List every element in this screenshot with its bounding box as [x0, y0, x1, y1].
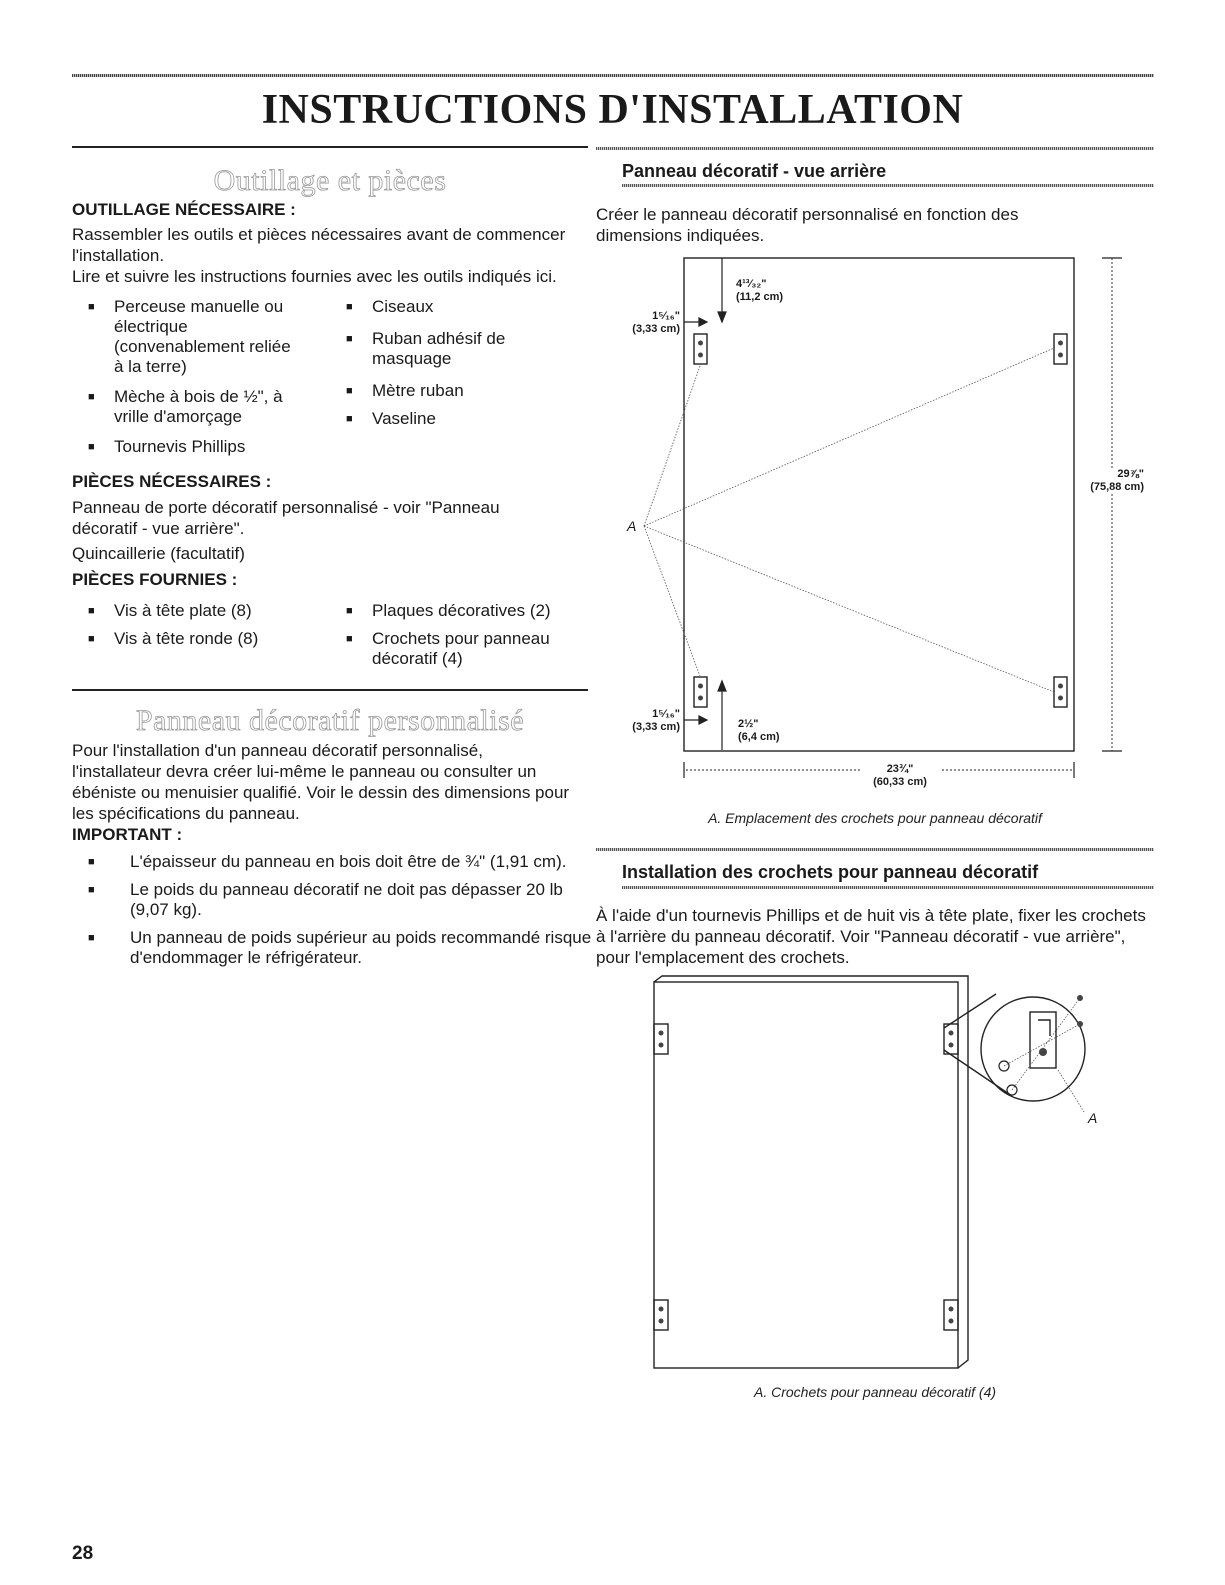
top-hatch-rule — [72, 74, 1154, 77]
dim-value: 1⁵⁄₁₆" — [652, 310, 680, 322]
tools-intro-1: Rassembler les outils et pièces nécessaires avant de commencer l'installation. — [72, 225, 566, 265]
page-title: INSTRUCTIONS D'INSTALLATION — [261, 87, 964, 133]
dim-value: (75,88 cm) — [1090, 481, 1144, 493]
hatch-rule — [622, 886, 1154, 889]
tools-section-heading: Outillage et pièces — [213, 164, 447, 197]
dim-value: 4¹³⁄₃₂" — [736, 278, 767, 290]
bracket-install-drawing — [640, 970, 1110, 1370]
panel-intro-text: Pour l'installation d'un panneau décoratif personnalisé, l'installateur devra créer lui-même le panneau ou consulter un ébéniste ou menuisier qualifié. Voir le dessin des dimensions pour les spécifications du panneau. — [72, 741, 570, 823]
callout-a-label: A — [1088, 1110, 1098, 1126]
dim-value: (6,4 cm) — [738, 731, 780, 743]
parts-supplied-heading: PIÈCES FOURNIES : — [72, 570, 238, 589]
dim-top-offset — [736, 278, 783, 304]
tools-intro-2: Lire et suivre les instructions fournies avec les outils indiqués ici. — [72, 267, 557, 286]
dim-value: 1⁵⁄₁₆" — [652, 708, 680, 720]
dim-value: (3,33 cm) — [632, 323, 680, 335]
rear-view-caption: A. Emplacement des crochets pour panneau décoratif — [708, 810, 1042, 826]
list-item: ■ Mèche à bois de ½", à vrille d'amorçage — [72, 387, 304, 427]
install-caption: A. Crochets pour panneau décoratif (4) — [753, 1384, 997, 1400]
callout-a-label: A — [627, 518, 637, 534]
dim-width — [860, 763, 940, 789]
section-rule — [72, 146, 588, 148]
list-item: ■ Plaques décoratives (2) — [330, 601, 580, 621]
bracket-bottom-left — [654, 1300, 668, 1330]
parts-required-heading: PIÈCES NÉCESSAIRES : — [72, 472, 272, 491]
dim-height — [1078, 468, 1144, 494]
list-item: ■ L'épaisseur du panneau en bois doit être de ¾" (1,91 cm). — [72, 852, 592, 872]
dim-value: (60,33 cm) — [873, 776, 927, 788]
section-rule — [72, 689, 588, 691]
dim-bottom-offset — [738, 718, 780, 744]
list-item: ■ Un panneau de poids supérieur au poids recommandé risque d'endommager le réfrigérateur. — [72, 928, 592, 968]
bracket-top-right — [944, 1024, 958, 1054]
list-item: ■ Mètre ruban — [330, 381, 570, 401]
list-item: ■ Tournevis Phillips — [72, 437, 322, 457]
bracket-bottom-right — [944, 1300, 958, 1330]
hatch-rule — [596, 848, 1154, 851]
bracket-bottom-left — [694, 677, 707, 707]
bracket-top-right — [1054, 334, 1067, 364]
tools-required-heading: OUTILLAGE NÉCESSAIRE : — [72, 200, 296, 219]
dim-side-offset-top — [624, 310, 680, 336]
bracket-top-left — [694, 334, 707, 364]
leader-lines — [644, 348, 1054, 692]
hatch-rule — [596, 147, 1154, 150]
dim-value: 29⅞" — [1117, 468, 1144, 480]
list-item: ■ Vaseline — [330, 409, 570, 429]
list-item: ■ Crochets pour panneau décoratif (4) — [330, 629, 572, 669]
page-number: 28 — [72, 1543, 94, 1564]
install-text: À l'aide d'un tournevis Phillips et de huit vis à tête plate, fixer les crochets à l'arrière du panneau décoratif. Voir "Panneau décoratif - vue arrière", pour l'emplacement des crochets. — [596, 906, 1146, 967]
rear-view-text: Créer le panneau décoratif personnalisé en fonction des dimensions indiquées. — [596, 205, 1019, 245]
list-item: ■ Le poids du panneau décoratif ne doit pas dépasser 20 lb (9,07 kg). — [72, 880, 592, 920]
install-heading: Installation des crochets pour panneau décoratif — [622, 862, 1039, 882]
parts-required-text-1: Panneau de porte décoratif personnalisé - voir "Panneau décoratif - vue arrière". — [72, 498, 500, 538]
panel-outline — [654, 982, 958, 1368]
panel-section-heading: Panneau décoratif personnalisé — [135, 704, 525, 737]
parts-list-col1 — [72, 601, 322, 657]
panel-edge — [654, 976, 968, 1368]
parts-required-text-2: Quincaillerie (facultatif) — [72, 544, 245, 563]
dim-value: (3,33 cm) — [632, 721, 680, 733]
dim-value: (11,2 cm) — [736, 291, 784, 303]
hatch-rule — [622, 184, 1154, 187]
list-item: ■ Vis à tête plate (8) — [72, 601, 322, 621]
parts-list-col2 — [330, 601, 580, 677]
bracket-top-left — [654, 1024, 668, 1054]
dim-value: 2½" — [738, 718, 759, 730]
important-heading: IMPORTANT : — [72, 825, 183, 844]
bracket-bottom-right — [1054, 677, 1067, 707]
panel-outline — [684, 258, 1074, 751]
tools-list-col2 — [330, 297, 570, 437]
dim-side-offset-bottom — [624, 708, 680, 734]
important-list — [72, 852, 592, 976]
list-item: ■ Perceuse manuelle ou électrique (convenablement reliée à la terre) — [72, 297, 304, 377]
rear-view-dimension-drawing — [596, 250, 1156, 810]
tools-list-col1 — [72, 297, 322, 465]
dim-value: 23¾" — [886, 763, 914, 775]
list-item: ■ Ciseaux — [330, 297, 570, 317]
list-item: ■ Ruban adhésif de masquage — [330, 329, 542, 369]
rear-view-heading: Panneau décoratif - vue arrière — [622, 161, 887, 181]
list-item: ■ Vis à tête ronde (8) — [72, 629, 322, 649]
